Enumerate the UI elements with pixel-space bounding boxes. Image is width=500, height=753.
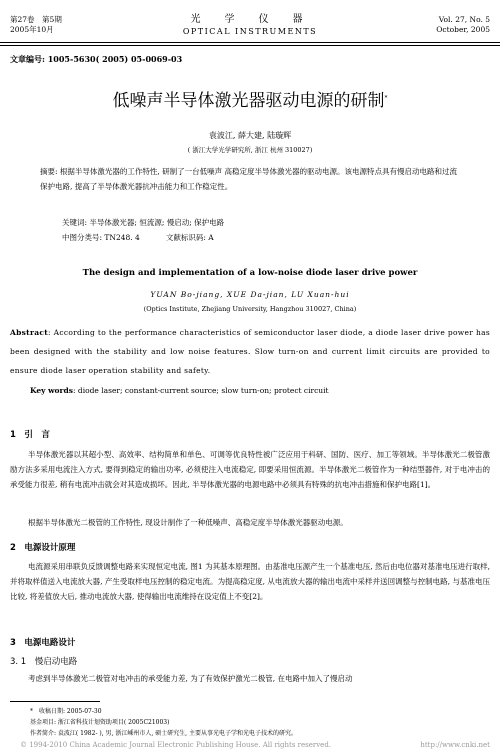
authors-cn: 袁波江, 薛大建, 陆璇辉	[208, 131, 292, 140]
section-1-paragraph-1: 半导体激光器以其超小型、高效率、结构简单和单色、可调等优良特性被广泛应用于科研、国防、医疗、加工等领域。半导体激光二极管激励方法多采用电流注入方式, 要得到稳定的输出功率, 必须使注入电流稳定, 即要采用恒流源。半导体激光二极管作为一种结型器件, 对于电冲击的承受能力很差, 稍有电流冲击就会对其造成损坏。因此, 半导体激光器的电源电路中必须具有特殊的抗电冲击措施和保护电路[1]。	[10, 450, 490, 489]
footnote-author: 作者简介: 袁波江( 1982- ), 男, 浙江嵊州市人, 硕士研究生, 主要从事光电子学和光电子技术的研究。	[30, 730, 297, 737]
title-en: The design and implementation of a low-noise diode laser drive power	[82, 268, 418, 278]
footnote-rule	[10, 701, 100, 702]
header-volume-en: Vol. 27, No. 5 October, 2005	[436, 15, 490, 34]
header-journal: 光 学 仪 器 OPTICAL INSTRUMENTS	[182, 14, 318, 36]
article-number: 文章编号: 1005-5630( 2005) 05-0069-03	[10, 54, 183, 64]
header-rule-top	[0, 42, 500, 43]
section-3-1-title: 3. 1 慢启动电路	[10, 657, 78, 667]
section-3-title: 3 电源电路设计	[10, 638, 76, 648]
abstract-en: Abstract: According to the performance characteristics of semiconductor laser diode, a diode laser drive power has been designed with the stability and low noise features. Slow turn-on and current limit circuits are provided to ensure diode laser operation stability and safety.	[10, 328, 490, 375]
affiliation-en: (Optics Institute, Zhejiang University, Hangzhou 310027, China)	[143, 305, 357, 313]
footnote-received: * 收稿日期: 2005-07-30	[30, 708, 102, 715]
section-2-title: 2 电源设计原理	[10, 543, 76, 553]
section-3-1-paragraph-1: 考虑到半导体激光二极管对电冲击的承受能力差, 为了有效保护激光二极管, 在电路中加入了慢启动	[28, 674, 353, 683]
section-1-paragraph-2: 根据半导体激光二极管的工作特性, 现设计制作了一种低噪声、高稳定度半导体激光器驱动电源。	[28, 518, 348, 527]
title-cn: 低噪声半导体激光器驱动电源的研制*	[112, 91, 388, 111]
keywords-cn: 关键词: 半导体激光器; 恒流源; 慢启动; 保护电路	[62, 218, 225, 227]
section-1-title: 1 引 言	[10, 430, 50, 440]
footnote-fund: 基金项目: 浙江省科技计划资助项目( 2005C21003)	[30, 719, 170, 726]
section-2-paragraph-1: 电流源采用串联负反馈调整电路来实现恒定电流, 图1 为其基本原理图。由基准电压源产生一个基准电压, 然后由电位器对基准电压进行取样, 并将取样值送入电流放大器, 产生受取样电压控制的稳定电流。为提高稳定度, 从电流放大器的输出电流中采样并送回调整与控制电路, 与基准电压比较, 将差值放大后, 推动电流放大器, 使得输出电流维持在设定值上不变[2]。	[10, 562, 490, 601]
page-footer	[20, 741, 490, 749]
footer-url[interactable]: http://www.cnki.net	[420, 741, 490, 749]
affiliation-cn: ( 浙江大学光学研究所, 浙江 杭州 310027)	[187, 146, 313, 154]
keywords-en: Key words: diode laser; constant-current source; slow turn-on; protect circuit	[30, 386, 329, 395]
classification-cn: 中图分类号: TN248. 4 文献标识码: A	[62, 233, 214, 242]
header-volume-cn: 第27卷 第5期 2005年10月	[10, 15, 62, 34]
abstract-cn: 摘要: 根据半导体激光器的工作特性, 研制了一台低噪声 高稳定度半导体激光器的驱动电源。该电源特点具有慢启动电路和过流保护电路, 提高了半导体激光器抗冲击能力和工作稳定性。	[40, 167, 458, 191]
footer-copyright: © 1994-2010 China Academic Journal Electronic Publishing House. All rights reserved.	[20, 741, 332, 749]
header-rule-bottom	[0, 45, 500, 46]
authors-en: YUAN Bo-jiang, XUE Da-jian, LU Xuan-hui	[150, 290, 350, 299]
